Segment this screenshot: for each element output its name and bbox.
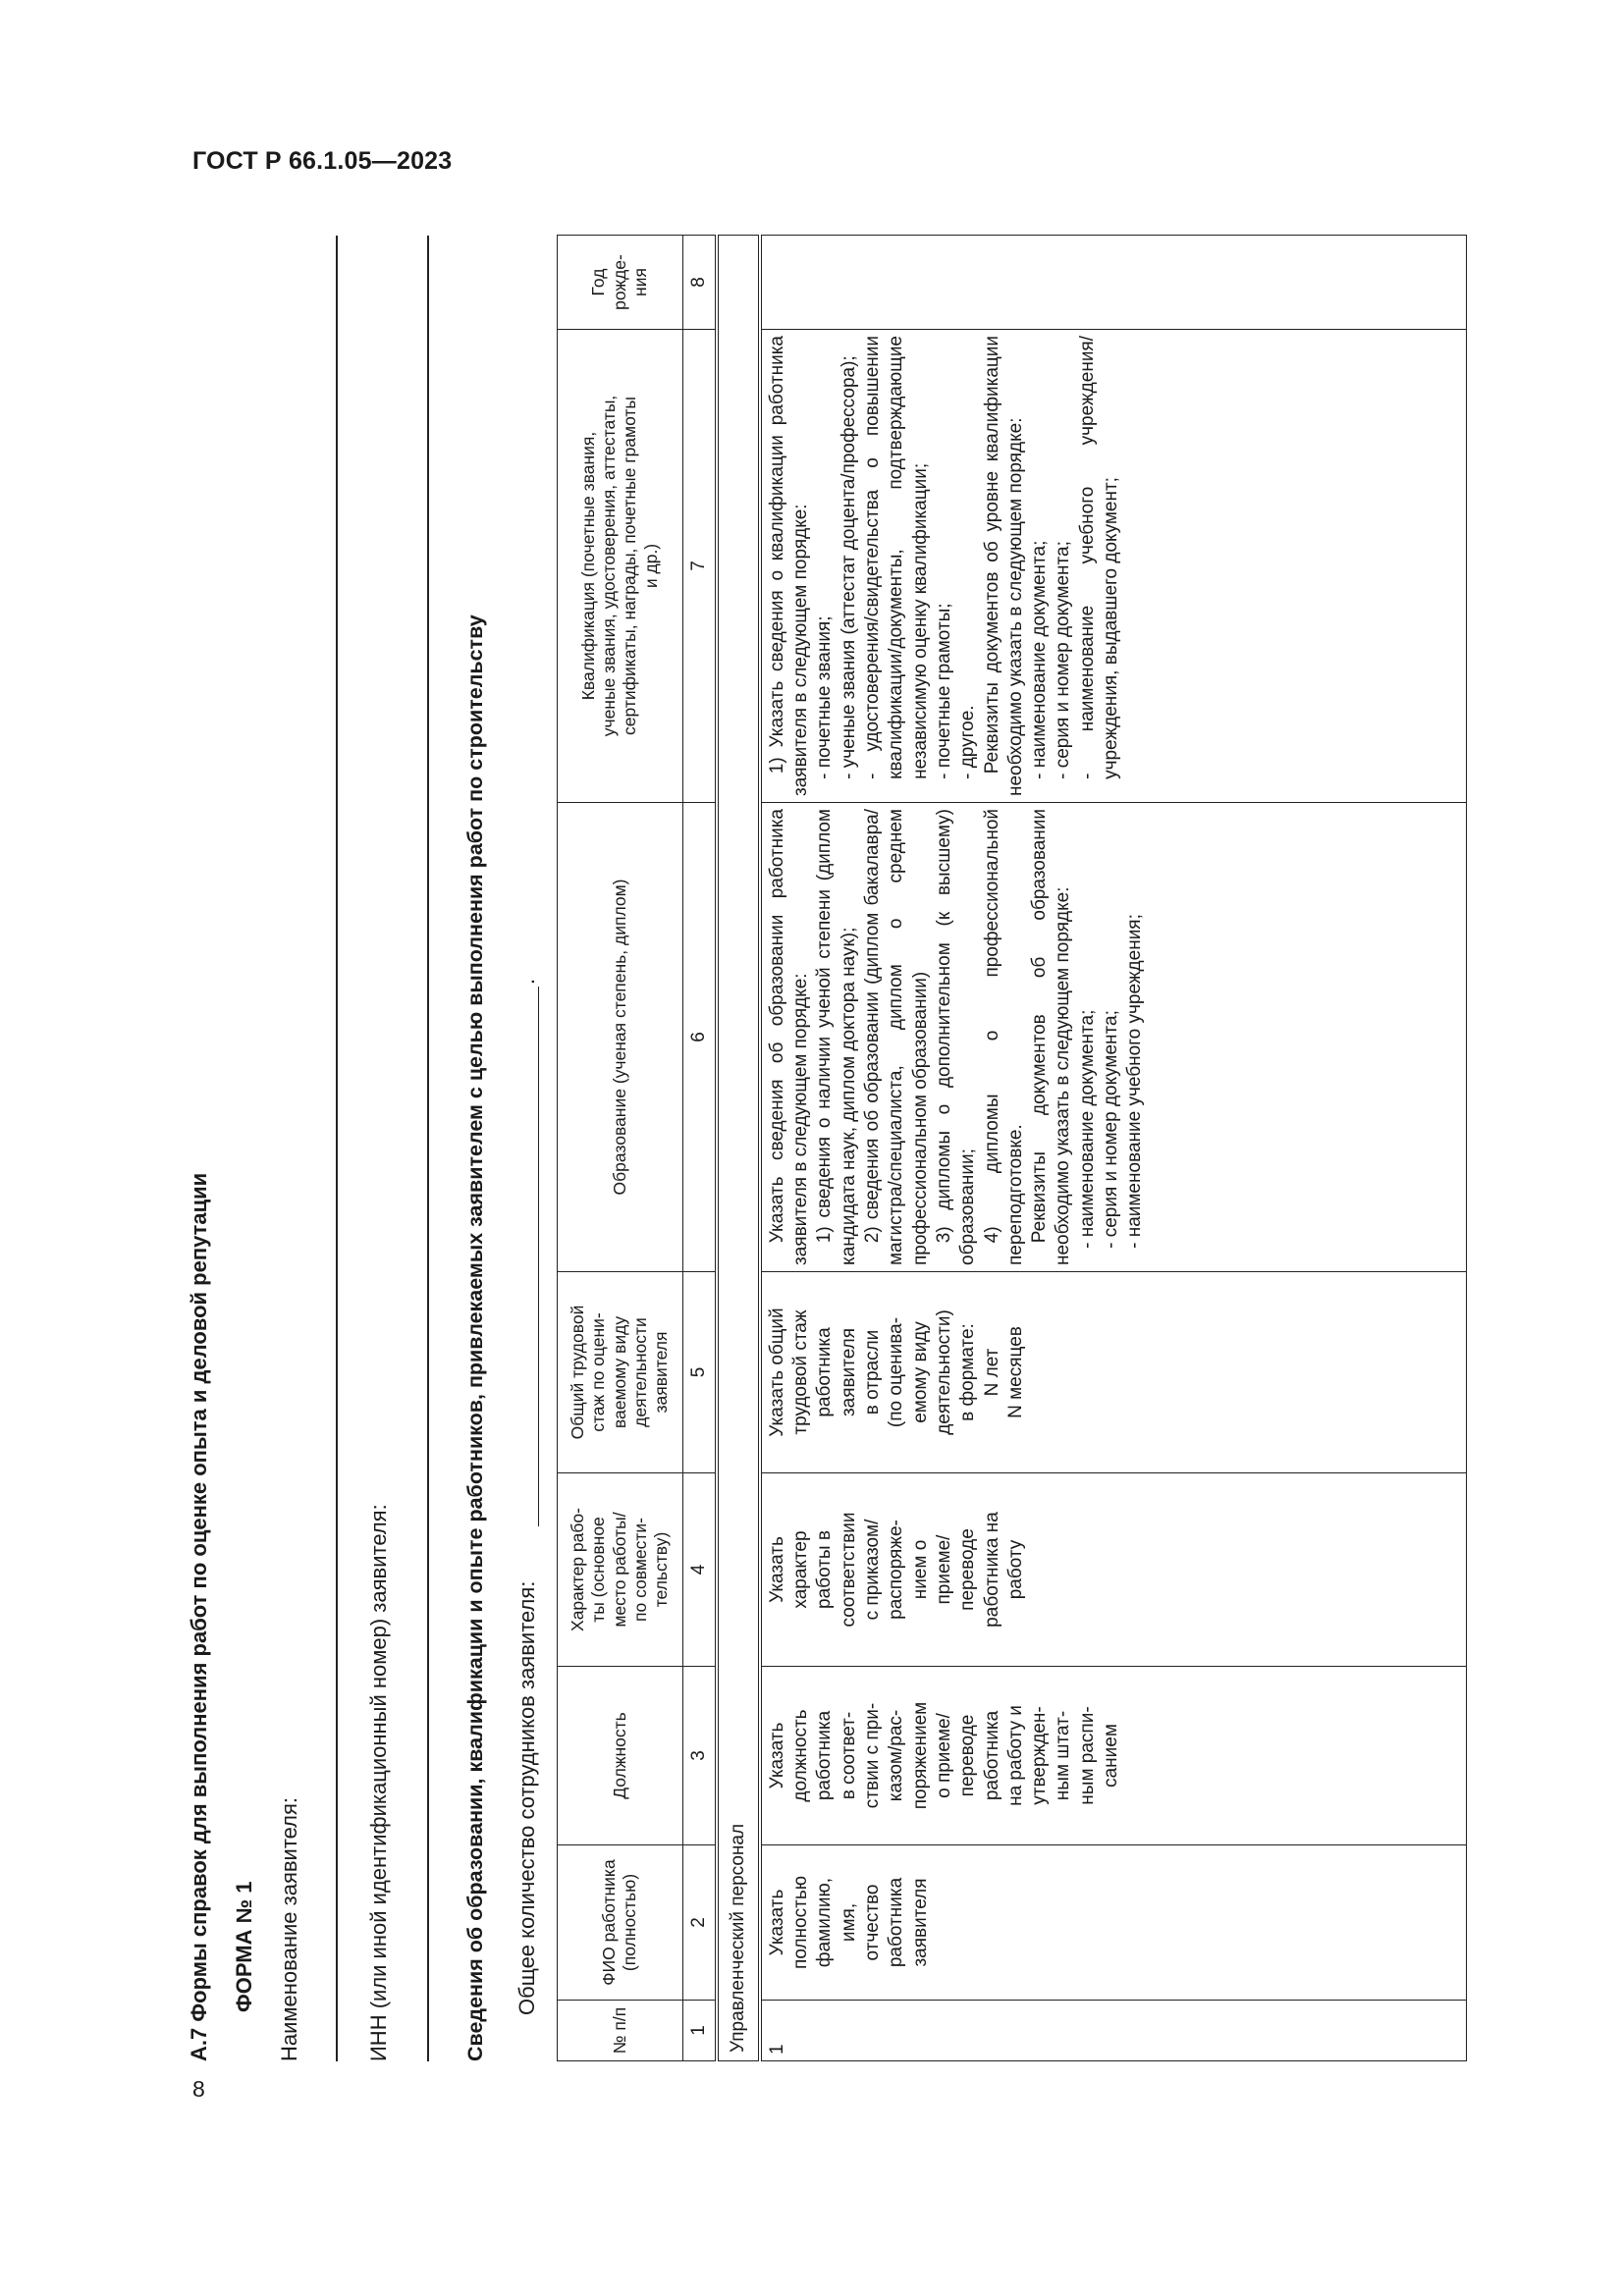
- cell-education: Указать сведения об образовании работника заявителя в следующем порядке: 1) сведения о наличии ученой степени (диплом кандидата наук, диплом доктора наук); 2) сведения об образовании (диплом бакалавра/магистра/специалиста, диплом о среднем профессиональном образовании) 3) дипломы о дополнительном (к высшему) образовании; 4) дипломы о профессиональной переподготовке. Реквизиты документов об образовании необходимо указать в следующем порядке: - наименование документа; - серия и номер документа; - наименование учебного учреждения;: [760, 803, 1467, 1272]
- column-number: 1: [682, 2001, 717, 2061]
- rotated-form-content: [187, 216, 1522, 2061]
- header-position: Должность: [558, 1667, 683, 1845]
- column-number: 5: [682, 1272, 717, 1473]
- employee-count-line: [538, 987, 539, 1526]
- column-number: 4: [682, 1473, 717, 1667]
- appendix-title: А.7 Формы справок для выполнения работ по оценке опыта и деловой репутации: [187, 1172, 211, 2061]
- cell-qualification: 1) Указать сведения о квалификации работника заявителя в следующем порядке: - почетные звания; - ученые звания (аттестат доцента/профессора); - удостоверения/свидетельства о повышении квалификации/документы, подтверждающие независимую оценку квалификации; - почетные грамоты; - другое. Реквизиты документов об уровне квалификации необходимо указать в следующем порядке: - наименование документа; - серия и номер документа; - наименование учебного учреждения/учреждения, выдавшего документ;: [760, 330, 1467, 803]
- column-number: 6: [682, 803, 717, 1272]
- header-birth-year: Год рожде- ния: [558, 236, 683, 330]
- employee-count-label: Общее количество сотрудников заявителя:: [514, 1580, 539, 2015]
- row-number: 1: [760, 2001, 1467, 2061]
- table-row: [760, 236, 1467, 2061]
- header-qualification: Квалификация (почетные звания, ученые звания, удостоверения, аттестаты, сертификаты, награды, почетные грамоты и др.): [558, 330, 683, 803]
- cell-birth-year: [760, 236, 1467, 330]
- cell-experience: Указать общий трудовой стаж работника заявителя в отрасли (по оценива- емому виду деятельности) в формате: N лет N месяцев: [760, 1272, 1467, 1473]
- cell-work-type: Указать характер работы в соответствии с приказом/ распоряже- нием о приеме/ переводе работника на работу: [760, 1473, 1467, 1667]
- table-header-row: [558, 236, 683, 2061]
- employee-count-end: .: [514, 978, 539, 985]
- header-experience: Общий трудовой стаж по оцени- ваемому виду деятельности заявителя: [558, 1272, 683, 1473]
- header-num: № п/п: [558, 2001, 683, 2061]
- inn-line: [427, 236, 429, 2061]
- cell-fio: Указать полностью фамилию, имя, отчество работника заявителя: [760, 1845, 1467, 2001]
- inn-label: ИНН (или иной идентификационный номер) заявителя:: [366, 1504, 391, 2061]
- applicant-name-line: [336, 236, 338, 2061]
- page-number: 8: [192, 2076, 205, 2102]
- cell-position: Указать должность работника в соответ- ствии с при- казом/рас- поряжением о приеме/ переводе работника на работу и утвержден- ным штат- ным распи- санием: [760, 1667, 1467, 1845]
- column-number: 8: [682, 236, 717, 330]
- section-row: [717, 236, 760, 2061]
- header-education: Образование (ученая степень, диплом): [558, 803, 683, 1272]
- column-number-row: [682, 236, 717, 2061]
- employees-table: [557, 235, 1467, 2061]
- header-work-type: Характер рабо- ты (основное место работы/ по совмести- тельству): [558, 1473, 683, 1667]
- header-fio: ФИО работника (полностью): [558, 1845, 683, 2001]
- column-number: 7: [682, 330, 717, 803]
- applicant-name-label: Наименование заявителя:: [277, 1796, 301, 2061]
- column-number: 2: [682, 1845, 717, 2001]
- standard-designation: ГОСТ Р 66.1.05—2023: [192, 147, 453, 175]
- form-label: ФОРМА № 1: [232, 1881, 256, 2012]
- column-number: 3: [682, 1667, 717, 1845]
- section-management-staff: Управленческий персонал: [717, 236, 760, 2061]
- section-title: Сведения об образовании, квалификации и опыте работников, привлекаемых заявителем с целью выполнения работ по строительству: [463, 614, 487, 2061]
